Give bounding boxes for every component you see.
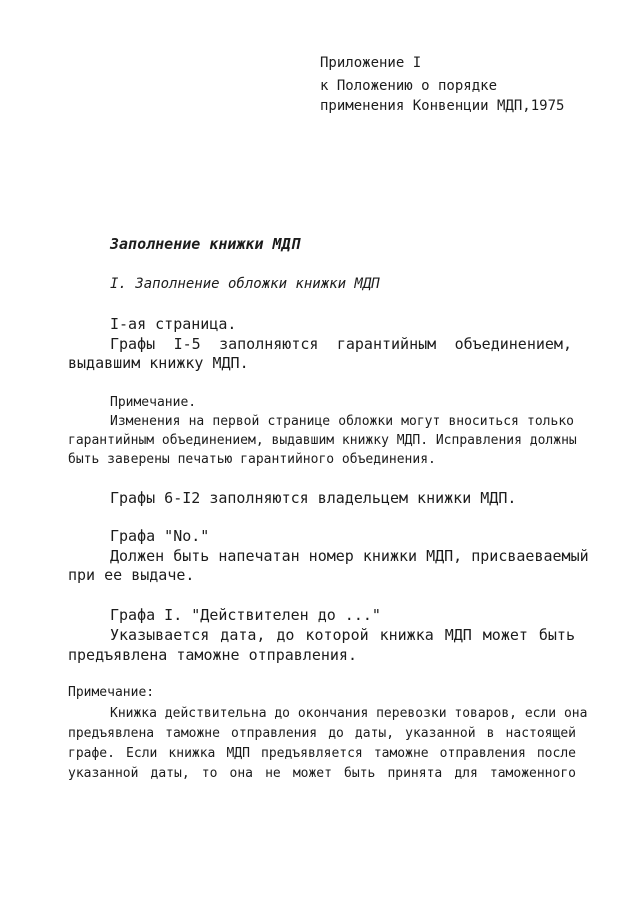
note1-line2: гарантийным объединением, выдавшим книжку МДП. Исправления должны bbox=[68, 433, 577, 448]
note1-line1: Изменения на первой странице обложки могут вноситься только bbox=[110, 414, 574, 429]
note2-line4: указанной даты, то она не может быть принята для таможенного bbox=[68, 766, 576, 781]
section-heading: I. Заполнение обложки книжки МДП bbox=[110, 276, 380, 292]
fields-1-5-line2: выдавшим книжку МДП. bbox=[68, 354, 249, 372]
field-1-line1: Указывается дата, до которой книжка МДП может быть bbox=[110, 626, 575, 644]
note1-line3: быть заверены печатью гарантийного объединения. bbox=[68, 452, 436, 467]
field-1-line2: предъявлена таможне отправления. bbox=[68, 646, 357, 664]
field-1-label: Графа I. "Действителен до ..." bbox=[110, 606, 381, 624]
note2-line3: графе. Если книжка МДП предъявляется таможне отправления после bbox=[68, 746, 576, 761]
appendix-reference: к Положению о порядке bbox=[320, 78, 498, 94]
note2-line2: предъявлена таможне отправления до даты, указанной в настоящей bbox=[68, 726, 576, 741]
note2-label: Примечание: bbox=[68, 685, 155, 700]
field-no-line2: при ее выдаче. bbox=[68, 566, 195, 584]
field-no-line1: Должен быть напечатан номер книжки МДП, присваеваемый bbox=[110, 547, 589, 565]
fields-6-12: Графы 6-I2 заполняются владельцем книжки МДП. bbox=[110, 489, 517, 507]
page-label: I-ая страница. bbox=[110, 315, 237, 333]
fields-1-5-line1: Графы I-5 заполняются гарантийным объединением, bbox=[110, 335, 572, 353]
field-no-label: Графа "No." bbox=[110, 527, 210, 545]
document-title: Заполнение книжки МДП bbox=[110, 235, 300, 253]
appendix-convention: применения Конвенции МДП,1975 bbox=[320, 98, 565, 114]
note2-line1: Книжка действительна до окончания перевозки товаров, если она bbox=[110, 706, 588, 721]
appendix-number: Приложение I bbox=[320, 55, 422, 71]
note1-label: Примечание. bbox=[110, 395, 197, 410]
